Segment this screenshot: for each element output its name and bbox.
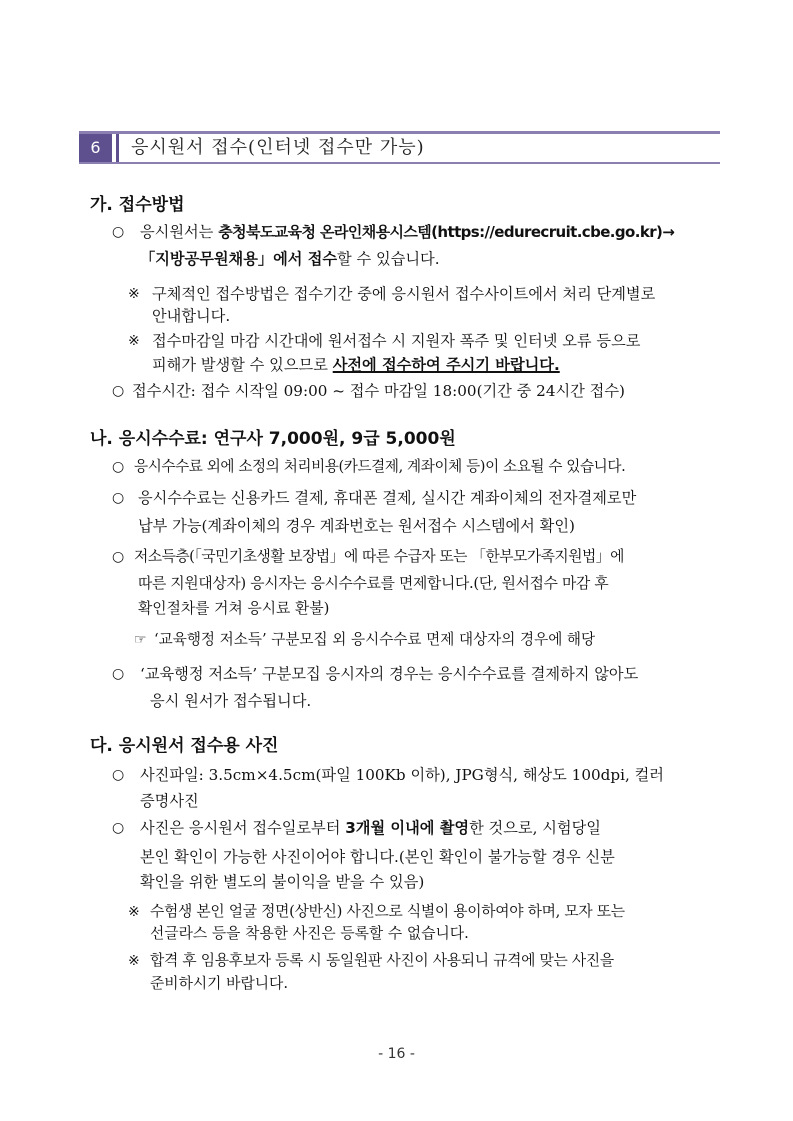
item-line1-post: 한 것으로, 시험당일: [469, 819, 601, 837]
header-separator: [116, 134, 119, 162]
note-a2-cont: [152, 351, 560, 379]
list-item-b3-cont1: 따른 지원대상자) 응시자는 응시수수료를 면제합니다.(단, 원서접수 마감 후: [138, 575, 609, 592]
bullet-circle: ○: [112, 666, 125, 682]
bullet-circle: ○: [112, 383, 125, 399]
list-item-c2-cont1: 본인 확인이 가능한 사진이어야 합니다.(본인 확인이 불가능할 경우 신분: [140, 848, 615, 866]
reference-mark: ※: [128, 953, 140, 969]
bullet-circle: ○: [112, 459, 124, 475]
header-bottom-rule: [79, 162, 720, 164]
text-bold-system: 충청북도교육청 온라인채용시스템(https://edurecruit.cbe.go.kr)→: [218, 223, 675, 241]
note-c1-cont: 선글라스 등을 착용한 사진은 등록할 수 없습니다.: [150, 925, 469, 942]
bullet-circle: ○: [112, 767, 125, 783]
note-line1: 접수마감일 마감 시간대에 원서접수 시 지원자 폭주 및 인터넷 오류 등으로: [152, 332, 641, 350]
section-header: [79, 131, 720, 165]
note-line2-bold: 사전에 접수하여 주시기 바랍니다.: [332, 356, 560, 374]
text-pre: 응시원서는: [140, 223, 219, 241]
bullet-circle: ○: [112, 549, 124, 565]
list-item-b4-cont: 응시 원서가 접수됩니다.: [150, 692, 312, 710]
note-line1: 수험생 본인 얼굴 정면(상반신) 사진으로 식별이 용이하여야 하며, 모자 또는: [150, 903, 625, 920]
pointing-hand-icon: ☞: [134, 632, 147, 648]
reference-mark: ※: [128, 904, 140, 920]
bullet-circle: ○: [112, 224, 125, 240]
item-line1: 저소득층(「국민기초생활 보장법」에 따른 수급자 또는 「한부모가족지원법」에: [134, 548, 624, 565]
subheading-c: 다. 응시원서 접수용 사진: [90, 736, 279, 756]
bullet-circle: ○: [112, 820, 125, 836]
text-bold-apply: 「지방공무원채용」에서 접수: [140, 250, 338, 268]
subheading-a: 가. 접수방법: [90, 195, 185, 215]
item-line1: 응시수수료는 신용카드 결제, 휴대폰 결제, 실시간 계좌이체의 전자결제로만: [138, 489, 637, 507]
list-item-c1-cont: 증명사진: [140, 792, 199, 810]
reference-mark: ※: [128, 286, 140, 302]
item-line1: 사진파일: 3.5cm×4.5cm(파일 100Kb 이하), JPG형식, 해상도 100dpi, 컬러: [140, 766, 664, 784]
item-text: 접수시간: 접수 시작일 09:00 ~ 접수 마감일 18:00(기간 중 24시간 접수): [132, 382, 625, 400]
list-item-c2-cont2: 확인을 위한 별도의 불이익을 받을 수 있음): [140, 873, 425, 891]
note-line2-pre: 피해가 발생할 수 있으므로: [152, 356, 333, 374]
section-title: 응시원서 접수(인터넷 접수만 가능): [131, 137, 425, 158]
item-line1-pre: 사진은 응시원서 접수일로부터: [140, 819, 346, 837]
item-line1: ‘교육행정 저소득’ 구분모집 응시자의 경우는 응시수수료를 결제하지 않아도: [140, 665, 639, 683]
page-number: - 16 -: [378, 1046, 415, 1062]
note-c2-cont: 준비하시기 바랍니다.: [150, 975, 289, 992]
section-number: 6: [79, 134, 112, 162]
list-item-a1-cont: [140, 245, 440, 273]
subheading-b: 나. 응시수수료: 연구사 7,000원, 9급 5,000원: [90, 429, 456, 449]
note-line1: 합격 후 임용후보자 등록 시 동일원판 사진이 사용되니 규격에 맞는 사진을: [150, 952, 614, 969]
list-item-b2-cont: 납부 가능(계좌이체의 경우 계좌번호는 원서접수 시스템에서 확인): [138, 517, 575, 535]
note-a1-cont: 안내합니다.: [152, 307, 231, 325]
bullet-circle: ○: [112, 490, 125, 506]
note-text: ‘교육행정 저소득’ 구분모집 외 응시수수료 면제 대상자의 경우에 해당: [154, 631, 596, 648]
item-text: 응시수수료 외에 소정의 처리비용(카드결제, 계좌이체 등)이 소요될 수 있습니다.: [134, 458, 626, 475]
list-item-b3-cont2: 확인절차를 거쳐 응시료 환불): [138, 600, 330, 617]
reference-mark: ※: [128, 333, 140, 349]
item-line1-bold: 3개월 이내에 촬영: [345, 819, 470, 837]
text-post: 할 수 있습니다.: [337, 250, 440, 268]
note-line1: 구체적인 접수방법은 접수기간 중에 응시원서 접수사이트에서 처리 단계별로: [152, 285, 656, 303]
